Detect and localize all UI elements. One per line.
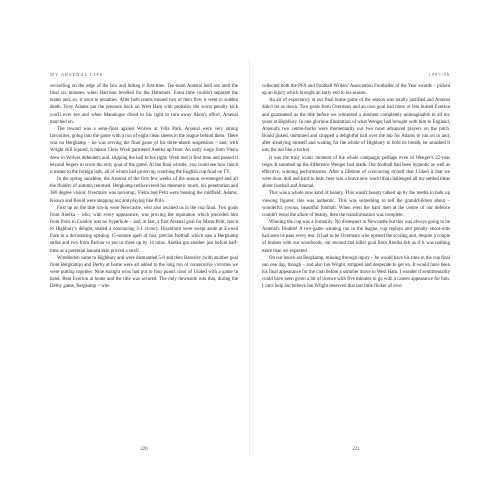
left-page-number: 220 xyxy=(140,447,148,452)
paragraph: First up on the title run-in were Newcastle, who also awaited us in the cup final. Two goals from Anelka – who, with every appearance, was proving the reputation which preceded him from Paris to London was no hyperbole – and, at last, a first Arsenal goal for Manu Petit, much to Highbury's delight, sealed a convincing 3-1 victory. Blackburn were swept aside at Ewood Park in a devastating opening 15-minute spell of fast, precise football which saw a Bergkamp strike and two from Parlour to put us three up by 14 mins. Anelka got another just before half-time as a potential banana skin proved a stroll. xyxy=(50,205,238,254)
left-page xyxy=(50,70,238,452)
paragraph: It was the truly iconic moment of the whole campaign, perhaps even of Wenger's 22-year reign. It summed up the difference Wenger had made. Our football had been hypnotic as well as effective, winning performances. After a lifetime of convincing myself that I liked it that we were dour, dull and hard to beat, here was a brave new world that challenged all my settled ideas about football and Arsenal. xyxy=(262,155,450,190)
right-running-head: 1997/98 xyxy=(428,72,450,77)
paragraph: The reward was a semi-final against Wolves at Villa Park. Arsenal were very strong favourites, going into the game with a run of eight clean sheets in the league behind them. There was no Bergkamp – he was serving the final game of his three-match suspension – and, with Wright still injured, it meant Chris Wreh partnered Anelka up front. An early surge from Vieira drew in Wolves defenders and, slipping the ball to his right, Wreh met it first time and passed it beyond Segers to score the only goal of the game. At the final whistle, you could see how much it meant to the foreign lads, all of whom had grown up watching the English cup final on TV. xyxy=(50,126,238,175)
paragraph: Wimbledon came to Highbury and were dismantled 5-0 and then Barnsley (with another goal from Bergkamp) and Derby at home were all added to the long run of consecutive victories we were putting together. Nine straight wins had put to four points clear of United with a game in hand. Beat Everton at home and the title was secured. The only downside was that, during the Derby game, Bergkamp – who xyxy=(50,255,238,290)
right-page-body xyxy=(262,83,450,291)
paragraph: This was a whole new kind of beauty. This wasn't beauty talked up by the media to bulk up viewing figures; this was authentic. This was something to tell the grandchildren about – wonderful, joyous, beautiful football. When even the hard men at the centre of our defence couldn't resist the allure of beauty, then the transformation was complete. xyxy=(262,191,450,218)
paragraph: An air of expectancy at our final home game of the season was totally justified and Arsenal didn't let us down. Two goals from Overmars and an own goal had more or less buried Everton and guaranteed us the title before we witnessed a moment completely unimaginable in all my years at Highbury. In one glorious illustration of what Wenger had brought with him to England, Arsenal's two centre-backs were momentarily our two most advanced players on the pitch. Bould jinked, dummied and chipped a delightful ball over the top for Adams to run on to and, after steadying himself and waiting for the whole of Highbury to hold its breath, he smashed it into the net like a rocket. xyxy=(262,98,450,154)
paragraph: On our bench sat Bergkamp, missing through injury – he would have his time in the cup final sun one day, though – and also Ian Wright, stripped and desperate to get on. It would have been his final appearance for the club before a summer move to West Ham. I wonder if sentimentality could have been given a bit of licence with five minutes to go with a cameo appearance for him. I can't help but believe Ian Wright deserved that last little flicker of love. xyxy=(262,255,450,290)
paragraph: Winning the cup was a formality. No disrespect to Newcastle but this was always going to be Arsenal's Double! A two-game winning run in the league, cup replays and penalty shoot-outs had seen us pass every test. It had to be Overmars who opened the scoring and, despite a couple of bruises with our woodwork, our second and killer goal from Anelka felt as if it was nothing more than we expected. xyxy=(262,219,450,254)
page-gutter xyxy=(249,60,250,455)
paragraph: collected both the PFA and Football Writers' Association Footballer of the Year awards – picked up an injury which brought an early end to his season. xyxy=(262,84,450,97)
right-page xyxy=(262,70,450,452)
left-page-body xyxy=(50,83,238,291)
right-page-number: 221 xyxy=(352,447,360,452)
paragraph: In the spring sunshine, the Arsenal of the first few weeks of the season re-emerged and all the fluidity of autumn returned. Bergkamp rediscovered his mesmeric touch, his penetration and 380 degree vision; Overmars was non-stop; Vieira and Petit were bossing the midfield; Adams, Keown and Bould were stepping out and playing like Pirlo. xyxy=(50,177,238,204)
left-running-head: MY ARSENAL LIFE xyxy=(50,72,104,77)
paragraph: swivelling on the edge of the box and hitting it first-time. Ten-team Arsenal held out until the final six minutes, when Harrison levelled for the Hammers. Extra time couldn't separate the teams and, so, it went to penalties. After both teams missed two of their five, it went to sudden death. Tony Adams put the pressure back on West Ham with probably the worst penalty kick you'll ever see and when Manninger dived to his right to turn away Abou's effort, Arsenal marched on. xyxy=(50,84,238,125)
